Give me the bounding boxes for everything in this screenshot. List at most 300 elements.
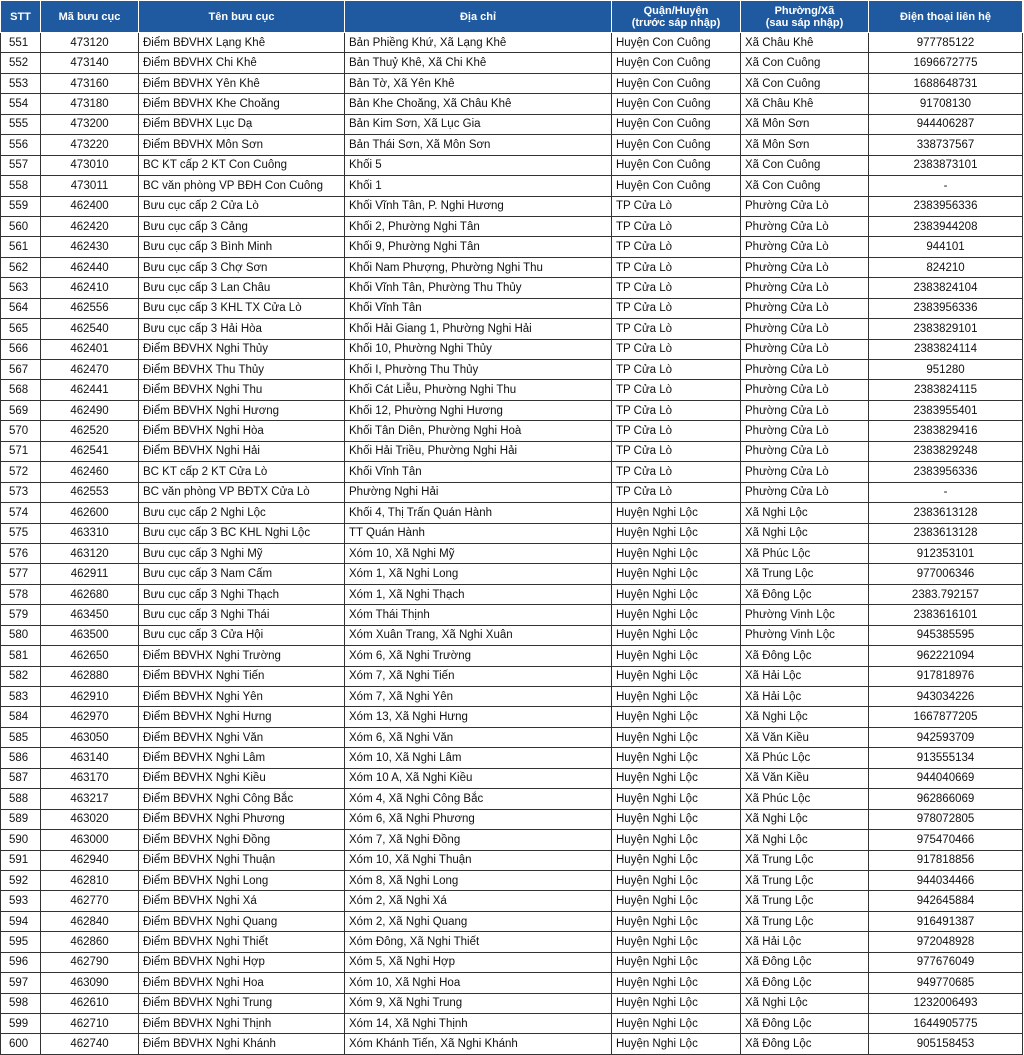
phone-cell: 2383824104 [869,278,1023,298]
code-cell: 462650 [41,646,139,666]
phone-cell: 2383824114 [869,339,1023,359]
stt-cell: 572 [1,462,41,482]
address-cell: Khối Cát Liễu, Phường Nghi Thu [345,380,612,400]
code-cell: 462600 [41,503,139,523]
table-row [1,482,1023,502]
ward-cell: Phường Cửa Lò [741,462,869,482]
name-cell: Bưu cục cấp 3 Cửa Hội [139,625,345,645]
table-row [1,380,1023,400]
phone-cell: 1688648731 [869,73,1023,93]
table-row [1,543,1023,563]
address-cell: Xóm 7, Xã Nghi Đồng [345,830,612,850]
table-row [1,441,1023,461]
code-cell: 462490 [41,400,139,420]
phone-cell: 338737567 [869,135,1023,155]
address-cell: Xóm 8, Xã Nghi Long [345,870,612,890]
address-cell: Khối Tân Diên, Phường Nghi Hoà [345,421,612,441]
ward-cell: Phường Cửa Lò [741,400,869,420]
name-cell: Điểm BĐVHX Nghi Hải [139,441,345,461]
table-row [1,503,1023,523]
district-cell: Huyện Nghi Lộc [612,952,741,972]
code-cell: 463140 [41,748,139,768]
district-cell: Huyện Nghi Lộc [612,666,741,686]
table-body [1,33,1023,1055]
phone-cell: 917818976 [869,666,1023,686]
phone-cell: - [869,482,1023,502]
stt-cell: 573 [1,482,41,502]
district-cell: Huyện Nghi Lộc [612,911,741,931]
ward-cell: Xã Trung Lộc [741,870,869,890]
district-cell: Huyện Nghi Lộc [612,993,741,1013]
code-cell: 462430 [41,237,139,257]
name-cell: Bưu cục cấp 3 BC KHL Nghi Lộc [139,523,345,543]
code-cell: 462770 [41,891,139,911]
ward-cell: Phường Cửa Lò [741,441,869,461]
code-cell: 463120 [41,543,139,563]
table-row [1,257,1023,277]
code-cell: 462553 [41,482,139,502]
table-row [1,584,1023,604]
table-row [1,155,1023,175]
ward-cell: Phường Cửa Lò [741,216,869,236]
district-cell: TP Cửa Lò [612,278,741,298]
phone-cell: 2383955401 [869,400,1023,420]
name-cell: Điểm BĐVHX Nghi Thuận [139,850,345,870]
address-cell: TT Quán Hành [345,523,612,543]
address-cell: Phường Nghi Hải [345,482,612,502]
code-cell: 462840 [41,911,139,931]
name-cell: Điểm BĐVHX Nghi Xá [139,891,345,911]
district-cell: TP Cửa Lò [612,339,741,359]
table-row [1,687,1023,707]
phone-cell: 949770685 [869,973,1023,993]
stt-cell: 559 [1,196,41,216]
code-cell: 473010 [41,155,139,175]
phone-cell: 944406287 [869,114,1023,134]
code-cell: 462401 [41,339,139,359]
stt-cell: 554 [1,94,41,114]
ward-cell: Xã Nghi Lộc [741,503,869,523]
stt-cell: 586 [1,748,41,768]
district-cell: TP Cửa Lò [612,319,741,339]
ward-cell: Xã Đông Lộc [741,1034,869,1054]
address-cell: Bản Kim Sơn, Xã Lục Gia [345,114,612,134]
header-district-line1: Quận/Huyện [643,4,709,17]
phone-cell: 962221094 [869,646,1023,666]
address-cell: Khối Vĩnh Tân [345,298,612,318]
table-row [1,727,1023,747]
district-cell: Huyện Nghi Lộc [612,850,741,870]
address-cell: Xóm 10, Xã Nghi Thuận [345,850,612,870]
phone-cell: 2383956336 [869,196,1023,216]
table-row [1,462,1023,482]
code-cell: 462556 [41,298,139,318]
phone-cell: 977006346 [869,564,1023,584]
stt-cell: 574 [1,503,41,523]
stt-cell: 552 [1,53,41,73]
stt-cell: 576 [1,543,41,563]
district-cell: Huyện Nghi Lộc [612,932,741,952]
district-cell: Huyện Con Cuông [612,73,741,93]
code-cell: 462910 [41,687,139,707]
district-cell: Huyện Nghi Lộc [612,1034,741,1054]
table-row [1,94,1023,114]
district-cell: Huyện Nghi Lộc [612,646,741,666]
phone-cell: 2383824115 [869,380,1023,400]
code-cell: 463000 [41,830,139,850]
code-cell: 473120 [41,33,139,53]
stt-cell: 583 [1,687,41,707]
stt-cell: 568 [1,380,41,400]
district-cell: TP Cửa Lò [612,257,741,277]
table-row [1,33,1023,53]
table-row [1,523,1023,543]
table-row [1,216,1023,236]
district-cell: Huyện Nghi Lộc [612,809,741,829]
name-cell: Điểm BĐVHX Khe Choăng [139,94,345,114]
name-cell: Điểm BĐVHX Nghi Phương [139,809,345,829]
district-cell: Huyện Nghi Lộc [612,523,741,543]
code-cell: 462420 [41,216,139,236]
name-cell: Điểm BĐVHX Thu Thủy [139,360,345,380]
ward-cell: Xã Phúc Lộc [741,789,869,809]
table-row [1,176,1023,196]
stt-cell: 595 [1,932,41,952]
district-cell: TP Cửa Lò [612,216,741,236]
stt-cell: 570 [1,421,41,441]
address-cell: Khối Vĩnh Tân, P. Nghi Hương [345,196,612,216]
district-cell: Huyện Nghi Lộc [612,503,741,523]
name-cell: Bưu cục cấp 3 KHL TX Cửa Lò [139,298,345,318]
name-cell: Điểm BĐVHX Chi Khê [139,53,345,73]
name-cell: BC văn phòng VP BĐH Con Cuông [139,176,345,196]
stt-cell: 566 [1,339,41,359]
ward-cell: Phường Cửa Lò [741,196,869,216]
address-cell: Khối Hải Giang 1, Phường Nghi Hải [345,319,612,339]
phone-cell: 2383616101 [869,605,1023,625]
table-row [1,911,1023,931]
address-cell: Xóm 2, Xã Nghi Xá [345,891,612,911]
phone-cell: 91708130 [869,94,1023,114]
stt-cell: 590 [1,830,41,850]
stt-cell: 598 [1,993,41,1013]
address-cell: Khối 2, Phường Nghi Tân [345,216,612,236]
table-row [1,748,1023,768]
address-cell: Xóm 2, Xã Nghi Quang [345,911,612,931]
district-cell: Huyện Nghi Lộc [612,625,741,645]
code-cell: 462740 [41,1034,139,1054]
phone-cell: 2383944208 [869,216,1023,236]
code-cell: 473140 [41,53,139,73]
ward-cell: Xã Con Cuông [741,73,869,93]
address-cell: Khối Nam Phượng, Phường Nghi Thu [345,257,612,277]
name-cell: Điểm BĐVHX Nghi Thịnh [139,1014,345,1034]
phone-cell: 2383.792157 [869,584,1023,604]
phone-cell: 2383873101 [869,155,1023,175]
header-name: Tên bưu cục [139,1,345,33]
phone-cell: 2383829248 [869,441,1023,461]
address-cell: Khối Hải Triều, Phường Nghi Hải [345,441,612,461]
address-cell: Khối I, Phường Thu Thủy [345,360,612,380]
address-cell: Xóm 5, Xã Nghi Hợp [345,952,612,972]
name-cell: Điểm BĐVHX Nghi Công Bắc [139,789,345,809]
code-cell: 462810 [41,870,139,890]
district-cell: Huyện Con Cuông [612,94,741,114]
ward-cell: Xã Môn Sơn [741,114,869,134]
address-cell: Xóm 1, Xã Nghi Thạch [345,584,612,604]
stt-cell: 587 [1,768,41,788]
ward-cell: Xã Con Cuông [741,155,869,175]
ward-cell: Xã Nghi Lộc [741,523,869,543]
stt-cell: 556 [1,135,41,155]
ward-cell: Phường Vinh Lộc [741,605,869,625]
phone-cell: - [869,176,1023,196]
table-row [1,360,1023,380]
stt-cell: 581 [1,646,41,666]
code-cell: 473180 [41,94,139,114]
address-cell: Khối 9, Phường Nghi Tân [345,237,612,257]
district-cell: Huyện Nghi Lộc [612,748,741,768]
phone-cell: 905158453 [869,1034,1023,1054]
table-row [1,400,1023,420]
stt-cell: 591 [1,850,41,870]
stt-cell: 569 [1,400,41,420]
district-cell: TP Cửa Lò [612,237,741,257]
address-cell: Xóm 6, Xã Nghi Phương [345,809,612,829]
ward-cell: Xã Đông Lộc [741,584,869,604]
ward-cell: Phường Vinh Lộc [741,625,869,645]
address-cell: Xóm 1, Xã Nghi Long [345,564,612,584]
phone-cell: 977785122 [869,33,1023,53]
code-cell: 463500 [41,625,139,645]
ward-cell: Xã Văn Kiều [741,727,869,747]
address-cell: Bản Thái Sơn, Xã Môn Sơn [345,135,612,155]
code-cell: 462610 [41,993,139,1013]
table-row [1,135,1023,155]
header-stt: STT [1,1,41,33]
address-cell: Xóm 6, Xã Nghi Văn [345,727,612,747]
name-cell: Bưu cục cấp 3 Nghi Thạch [139,584,345,604]
address-cell: Xóm 6, Xã Nghi Trường [345,646,612,666]
name-cell: Điểm BĐVHX Nghi Trường [139,646,345,666]
code-cell: 473220 [41,135,139,155]
ward-cell: Phường Cửa Lò [741,237,869,257]
phone-cell: 944034466 [869,870,1023,890]
name-cell: Bưu cục cấp 2 Nghi Lộc [139,503,345,523]
table-row [1,809,1023,829]
table-row [1,666,1023,686]
ward-cell: Phường Cửa Lò [741,319,869,339]
name-cell: Bưu cục cấp 3 Hải Hòa [139,319,345,339]
ward-cell: Xã Phúc Lộc [741,748,869,768]
stt-cell: 561 [1,237,41,257]
stt-cell: 551 [1,33,41,53]
stt-cell: 597 [1,973,41,993]
ward-cell: Xã Đông Lộc [741,973,869,993]
address-cell: Xóm 14, Xã Nghi Thịnh [345,1014,612,1034]
district-cell: TP Cửa Lò [612,360,741,380]
phone-cell: 912353101 [869,543,1023,563]
phone-cell: 1232006493 [869,993,1023,1013]
name-cell: BC văn phòng VP BĐTX Cửa Lò [139,482,345,502]
name-cell: Điểm BĐVHX Nghi Hoa [139,973,345,993]
header-row [1,1,1023,33]
stt-cell: 594 [1,911,41,931]
table-row [1,789,1023,809]
ward-cell: Xã Phúc Lộc [741,543,869,563]
address-cell: Xóm Thái Thịnh [345,605,612,625]
code-cell: 462680 [41,584,139,604]
name-cell: Bưu cục cấp 2 Cửa Lò [139,196,345,216]
address-cell: Bản Tờ, Xã Yên Khê [345,73,612,93]
header-ward [741,1,869,33]
address-cell: Bản Khe Choăng, Xã Châu Khê [345,94,612,114]
address-cell: Xóm 10, Xã Nghi Lâm [345,748,612,768]
name-cell: Điểm BĐVHX Nghi Hưng [139,707,345,727]
code-cell: 473011 [41,176,139,196]
address-cell: Khối 4, Thị Trấn Quán Hành [345,503,612,523]
district-cell: Huyện Nghi Lộc [612,1014,741,1034]
district-cell: Huyện Con Cuông [612,135,741,155]
name-cell: Điểm BĐVHX Nghi Trung [139,993,345,1013]
stt-cell: 562 [1,257,41,277]
code-cell: 462940 [41,850,139,870]
header-district-line2: (trước sáp nhập) [631,16,721,29]
name-cell: Điểm BĐVHX Nghi Thủy [139,339,345,359]
phone-cell: 2383956336 [869,298,1023,318]
code-cell: 462541 [41,441,139,461]
phone-cell: 972048928 [869,932,1023,952]
phone-cell: 944101 [869,237,1023,257]
code-cell: 462441 [41,380,139,400]
phone-cell: 824210 [869,257,1023,277]
phone-cell: 2383956336 [869,462,1023,482]
stt-cell: 592 [1,870,41,890]
phone-cell: 944040669 [869,768,1023,788]
ward-cell: Xã Trung Lộc [741,891,869,911]
code-cell: 462460 [41,462,139,482]
stt-cell: 571 [1,441,41,461]
phone-cell: 2383613128 [869,523,1023,543]
name-cell: Điểm BĐVHX Nghi Hợp [139,952,345,972]
district-cell: Huyện Con Cuông [612,33,741,53]
district-cell: Huyện Nghi Lộc [612,789,741,809]
district-cell: TP Cửa Lò [612,441,741,461]
district-cell: TP Cửa Lò [612,482,741,502]
name-cell: Điểm BĐVHX Nghi Yên [139,687,345,707]
ward-cell: Xã Đông Lộc [741,646,869,666]
ward-cell: Phường Cửa Lò [741,482,869,502]
name-cell: Điểm BĐVHX Nghi Tiến [139,666,345,686]
address-cell: Khối Vĩnh Tân [345,462,612,482]
code-cell: 462400 [41,196,139,216]
district-cell: Huyện Con Cuông [612,155,741,175]
stt-cell: 579 [1,605,41,625]
phone-cell: 962866069 [869,789,1023,809]
table-row [1,870,1023,890]
phone-cell: 951280 [869,360,1023,380]
stt-cell: 557 [1,155,41,175]
code-cell: 462911 [41,564,139,584]
name-cell: Điểm BĐVHX Nghi Hòa [139,421,345,441]
table-row [1,707,1023,727]
address-cell: Khối 5 [345,155,612,175]
code-cell: 463450 [41,605,139,625]
ward-cell: Phường Cửa Lò [741,298,869,318]
stt-cell: 555 [1,114,41,134]
district-cell: Huyện Nghi Lộc [612,727,741,747]
table-row [1,421,1023,441]
name-cell: Bưu cục cấp 3 Nam Cấm [139,564,345,584]
ward-cell: Phường Cửa Lò [741,421,869,441]
ward-cell: Xã Hải Lộc [741,666,869,686]
stt-cell: 577 [1,564,41,584]
name-cell: Điểm BĐVHX Nghi Hương [139,400,345,420]
ward-cell: Xã Nghi Lộc [741,809,869,829]
district-cell: Huyện Con Cuông [612,114,741,134]
ward-cell: Phường Cửa Lò [741,257,869,277]
address-cell: Bản Thuỷ Khê, Xã Chi Khê [345,53,612,73]
address-cell: Khối 1 [345,176,612,196]
ward-cell: Xã Hải Lộc [741,932,869,952]
table-row [1,53,1023,73]
stt-cell: 565 [1,319,41,339]
table-row [1,319,1023,339]
name-cell: BC KT cấp 2 KT Cửa Lò [139,462,345,482]
code-cell: 462410 [41,278,139,298]
name-cell: Bưu cục cấp 3 Bình Minh [139,237,345,257]
name-cell: Điểm BĐVHX Yên Khê [139,73,345,93]
ward-cell: Xã Văn Kiều [741,768,869,788]
table-row [1,1014,1023,1034]
district-cell: Huyện Nghi Lộc [612,830,741,850]
district-cell: TP Cửa Lò [612,400,741,420]
ward-cell: Phường Cửa Lò [741,380,869,400]
address-cell: Xóm 7, Xã Nghi Yên [345,687,612,707]
stt-cell: 588 [1,789,41,809]
address-cell: Xóm 9, Xã Nghi Trung [345,993,612,1013]
phone-cell: 913555134 [869,748,1023,768]
name-cell: Bưu cục cấp 3 Nghi Mỹ [139,543,345,563]
ward-cell: Phường Cửa Lò [741,339,869,359]
table-row [1,564,1023,584]
ward-cell: Xã Châu Khê [741,33,869,53]
table-row [1,114,1023,134]
address-cell: Xóm Đông, Xã Nghi Thiết [345,932,612,952]
name-cell: Điểm BĐVHX Nghi Thiết [139,932,345,952]
header-phone: Điện thoại liên hệ [869,1,1023,33]
ward-cell: Xã Con Cuông [741,53,869,73]
stt-cell: 563 [1,278,41,298]
table-row [1,850,1023,870]
district-cell: TP Cửa Lò [612,462,741,482]
district-cell: Huyện Nghi Lộc [612,707,741,727]
address-cell: Xóm Khánh Tiến, Xã Nghi Khánh [345,1034,612,1054]
stt-cell: 575 [1,523,41,543]
district-cell: Huyện Con Cuông [612,53,741,73]
code-cell: 462470 [41,360,139,380]
phone-cell: 2383613128 [869,503,1023,523]
phone-cell: 945385595 [869,625,1023,645]
code-cell: 463090 [41,973,139,993]
name-cell: Điểm BĐVHX Nghi Thu [139,380,345,400]
district-cell: Huyện Nghi Lộc [612,564,741,584]
table-header [1,1,1023,33]
header-ward-line2: (sau sáp nhập) [765,16,844,29]
ward-cell: Xã Môn Sơn [741,135,869,155]
district-cell: Huyện Nghi Lộc [612,605,741,625]
name-cell: Điểm BĐVHX Nghi Kiều [139,768,345,788]
